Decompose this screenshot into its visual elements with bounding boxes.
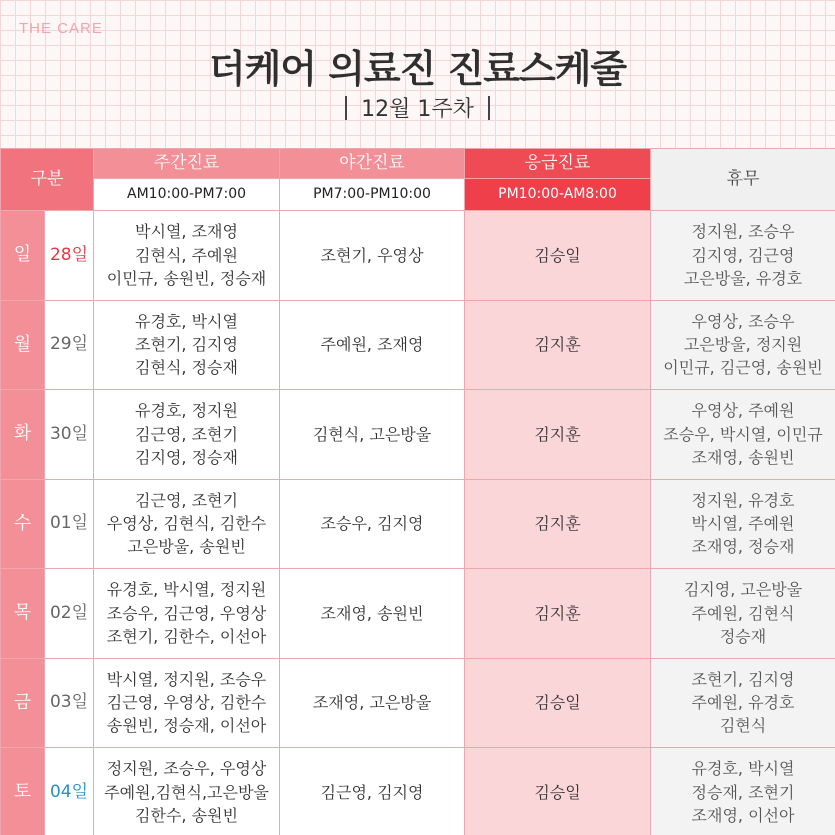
off-staff: 우영상, 주예원 조승우, 박시열, 이민규 조재영, 송원빈 xyxy=(651,390,835,480)
page-title: 더케어 의료진 진료스케줄 xyxy=(208,47,627,91)
header-emergency-clinic: 응급진료 xyxy=(465,149,651,179)
emergency-clinic-staff: 김승일 xyxy=(465,211,651,301)
header-day-clinic: 주간진료 xyxy=(94,149,280,179)
schedule-table xyxy=(0,148,835,835)
subtitle-divider-right xyxy=(488,96,490,120)
date: 01일 xyxy=(45,479,94,569)
off-staff: 정지원, 조승우 김지영, 김근영 고은방울, 유경호 xyxy=(651,211,835,301)
off-staff: 우영상, 조승우 고은방울, 정지원 이민규, 김근영, 송원빈 xyxy=(651,300,835,390)
date: 30일 xyxy=(45,390,94,480)
page-subtitle xyxy=(0,92,835,123)
schedule-row-mon xyxy=(1,300,835,390)
subtitle-divider-left xyxy=(345,96,347,120)
off-staff: 정지원, 유경호 박시열, 주예원 조재영, 정승재 xyxy=(651,479,835,569)
emergency-clinic-staff: 김지훈 xyxy=(465,569,651,659)
schedule-row-wed xyxy=(1,479,835,569)
date: 28일 xyxy=(45,211,94,301)
header-category: 구분 xyxy=(1,149,94,211)
emergency-clinic-staff: 김지훈 xyxy=(465,390,651,480)
schedule-row-sat xyxy=(1,748,835,835)
schedule-row-tue xyxy=(1,390,835,480)
night-clinic-staff: 조현기, 우영상 xyxy=(280,211,465,301)
day-clinic-staff: 김근영, 조현기 우영상, 김현식, 김한수 고은방울, 송원빈 xyxy=(94,479,280,569)
night-clinic-staff: 주예원, 조재영 xyxy=(280,300,465,390)
day-clinic-hours: AM10:00-PM7:00 xyxy=(94,179,280,211)
day-clinic-staff: 유경호, 박시열 조현기, 김지영 김현식, 정승재 xyxy=(94,300,280,390)
day-clinic-staff: 박시열, 조재영 김현식, 주예원 이민규, 송원빈, 정승재 xyxy=(94,211,280,301)
off-staff: 유경호, 박시열 정승재, 조현기 조재영, 이선아 xyxy=(651,748,835,835)
night-clinic-staff: 김현식, 고은방울 xyxy=(280,390,465,480)
date: 29일 xyxy=(45,300,94,390)
week-label: 12월 1주차 xyxy=(361,97,474,122)
day-of-week: 일 xyxy=(1,211,45,301)
night-clinic-staff: 김근영, 김지영 xyxy=(280,748,465,835)
emergency-clinic-staff: 김지훈 xyxy=(465,300,651,390)
day-of-week: 토 xyxy=(1,748,45,835)
day-clinic-staff: 정지원, 조승우, 우영상 주예원,김현식,고은방울 김한수, 송원빈 xyxy=(94,748,280,835)
day-of-week: 수 xyxy=(1,479,45,569)
emergency-clinic-staff: 김지훈 xyxy=(465,479,651,569)
night-clinic-hours: PM7:00-PM10:00 xyxy=(280,179,465,211)
day-of-week: 목 xyxy=(1,569,45,659)
emergency-clinic-hours: PM10:00-AM8:00 xyxy=(465,179,651,211)
night-clinic-staff: 조승우, 김지영 xyxy=(280,479,465,569)
header-night-clinic: 야간진료 xyxy=(280,149,465,179)
emergency-clinic-staff: 김승일 xyxy=(465,658,651,748)
emergency-clinic-staff: 김승일 xyxy=(465,748,651,835)
schedule-row-thu xyxy=(1,569,835,659)
day-clinic-staff: 유경호, 정지원 김근영, 조현기 김지영, 정승재 xyxy=(94,390,280,480)
schedule-row-sun xyxy=(1,211,835,301)
day-clinic-staff: 유경호, 박시열, 정지원 조승우, 김근영, 우영상 조현기, 김한수, 이선아 xyxy=(94,569,280,659)
day-clinic-staff: 박시열, 정지원, 조승우 김근영, 우영상, 김한수 송원빈, 정승재, 이선아 xyxy=(94,658,280,748)
night-clinic-staff: 조재영, 고은방울 xyxy=(280,658,465,748)
brand-logo-text: THE CARE xyxy=(19,20,103,37)
header-off: 휴무 xyxy=(651,149,835,211)
schedule-row-fri xyxy=(1,658,835,748)
off-staff: 김지영, 고은방울 주예원, 김현식 정승재 xyxy=(651,569,835,659)
off-staff: 조현기, 김지영 주예원, 유경호 김현식 xyxy=(651,658,835,748)
day-of-week: 화 xyxy=(1,390,45,480)
date: 04일 xyxy=(45,748,94,835)
night-clinic-staff: 조재영, 송원빈 xyxy=(280,569,465,659)
day-of-week: 월 xyxy=(1,300,45,390)
date: 03일 xyxy=(45,658,94,748)
day-of-week: 금 xyxy=(1,658,45,748)
date: 02일 xyxy=(45,569,94,659)
